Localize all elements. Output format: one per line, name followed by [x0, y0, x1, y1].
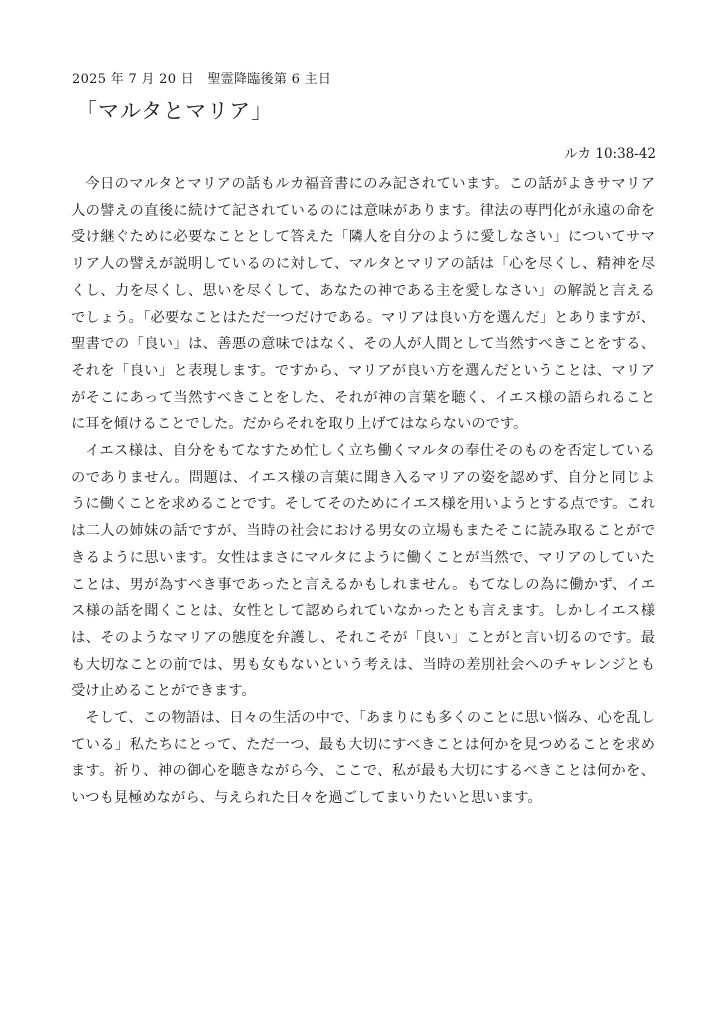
body-paragraph: 今日のマルタとマリアの話もルカ福音書にのみ記されています。この話がよきサマリア人の譬えの直後に続けて記されているのには意味があります。律法の専門化が永遠の命を受け継ぐために必要なこととして答えた「隣人を自分のように愛しなさい」についてサマリア人の譬えが説明しているのに対して、マルタとマリアの話は「心を尽くし、精神を尽くし、力を尽くし、思いを尽くして、あなたの神である主を愛しなさい」の解説と言えるでしょう。「必要なことはただ一つだけである。マリアは良い方を選んだ」とありますが、聖書での「良い」は、善悪の意味ではなく、その人が人間として当然すべきことをする、それを「良い」と表現します。ですから、マリアが良い方を選んだということは、マリアがそこにあって当然すべきことをした、それが神の言葉を聴く、イエス様の語られることに耳を傾けることでした。だからそれを取り上げてはならないのです。: [71, 176, 655, 433]
scripture-reference: ルカ 10:38-42: [564, 146, 656, 162]
sermon-title: 「マルタとマリア」: [76, 99, 274, 123]
date-line: 2025 年 7 月 20 日 聖霊降臨後第 6 主日: [72, 72, 332, 87]
sermon-body: [71, 171, 655, 812]
body-paragraph: そして、この物語は、日々の生活の中で、「あまりにも多くのことに思い悩み、心を乱している」私たちにとって、ただ一つ、最も大切にすべきことは何かを見つめることを求めます。祈り、神の御心を聴きながら今、ここで、私が最も大切にするべきことは何かを、いつも見極めながら、与えられた日々を過ごしてまいりたいと思います。: [71, 710, 655, 807]
body-paragraph: イエス様は、自分をもてなすため忙しく立ち働くマルタの奉仕そのものを否定しているのでありません。問題は、イエス様の言葉に聞き入るマリアの姿を認めず、自分と同じように働くことを求めることです。そしてそのためにイエス様を用いようとする点です。これは二人の姉妹の話ですが、当時の社会における男女の立場もまたそこに読み取ることができるように思います。女性はまさにマルタにように働くことが当然で、マリアのしていたことは、男が為すべき事であったと言えるかもしれません。もてなしの為に働かず、イエス様の話を聞くことは、女性として認められていなかったとも言えます。しかしイエス様は、そのようなマリアの態度を弁護し、それこそが「良い」ことがと言い切るのです。最も大切なことの前では、男も女もないという考えは、当時の差別社会へのチャレンジとも受け止めることができます。: [71, 443, 655, 700]
